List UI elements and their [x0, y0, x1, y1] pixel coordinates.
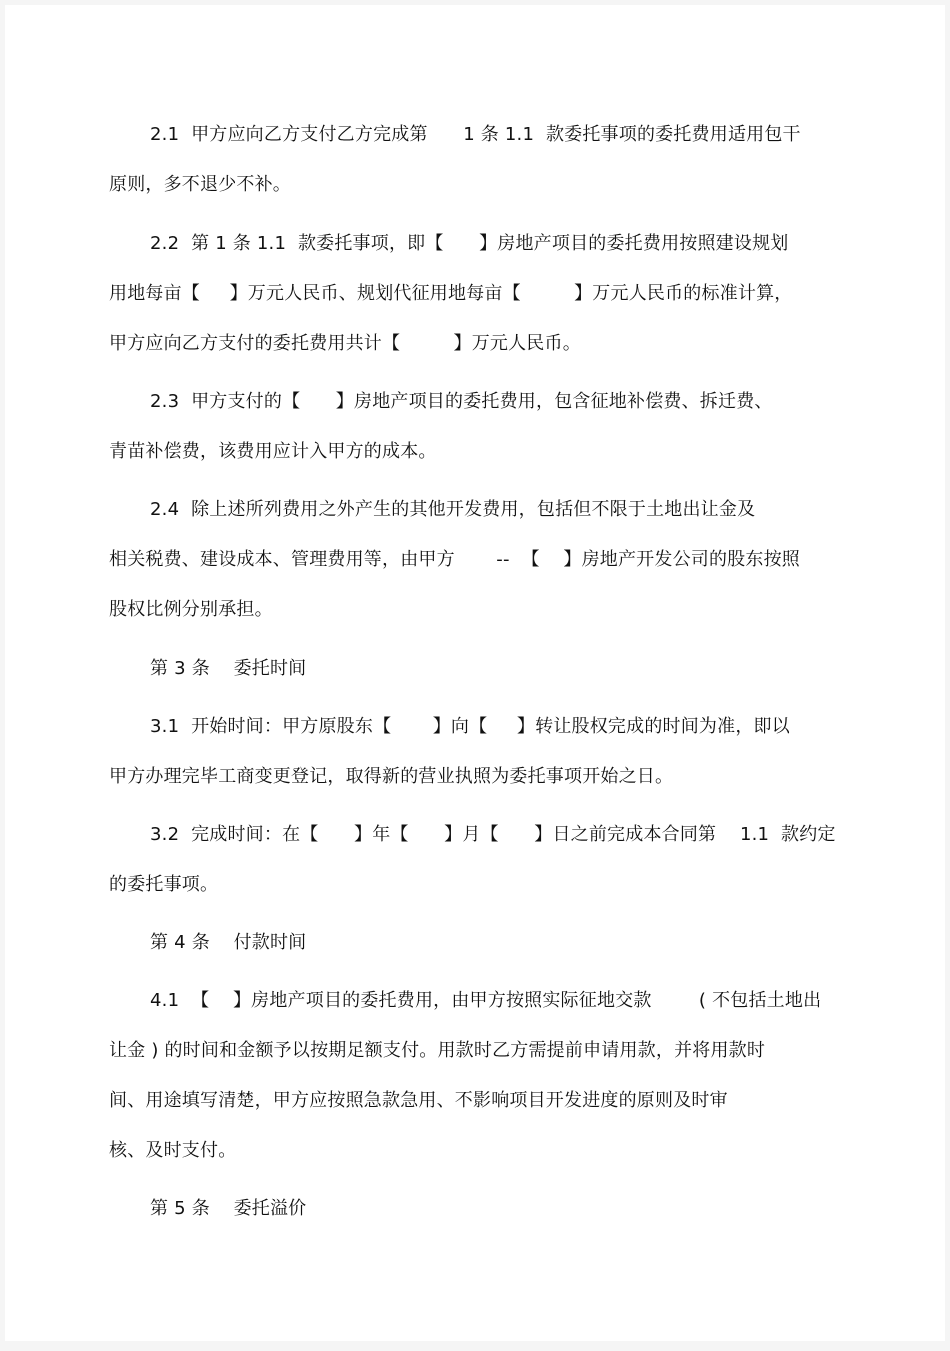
article-3-heading: 第 3 条 委托时间	[150, 658, 307, 679]
clause-4-1-line-1: 4.1 【 】房地产项目的委托费用，由甲方按照实际征地交款 ( 不包括土地出	[150, 990, 822, 1011]
article-4-heading: 第 4 条 付款时间	[150, 932, 307, 953]
clause-2-2-line-3: 甲方应向乙方支付的委托费用共计【 】万元人民币。	[109, 333, 581, 354]
clause-2-3-line-1: 2.3 甲方支付的【 】房地产项目的委托费用，包含征地补偿费、拆迁费、	[150, 391, 773, 412]
clause-4-1-line-2: 让金 ) 的时间和金额予以按期足额支付。用款时乙方需提前申请用款，并将用款时	[109, 1040, 766, 1061]
document-page	[5, 5, 945, 1341]
clause-3-2-line-1: 3.2 完成时间：在【 】年【 】月【 】日之前完成本合同第 1.1 款约定	[150, 824, 836, 845]
clause-2-3-line-2: 青苗补偿费，该费用应计入甲方的成本。	[109, 441, 437, 462]
clause-2-2-line-1: 2.2 第 1 条 1.1 款委托事项，即【 】房地产项目的委托费用按照建设规划	[150, 233, 789, 254]
clause-2-4-line-1: 2.4 除上述所列费用之外产生的其他开发费用，包括但不限于土地出让金及	[150, 499, 756, 520]
clause-4-1-line-4: 核、及时支付。	[109, 1140, 237, 1161]
clause-3-2-line-2: 的委托事项。	[109, 874, 219, 895]
clause-2-2-line-2: 用地每亩【 】万元人民币、规划代征用地每亩【 】万元人民币的标准计算，	[109, 283, 793, 304]
article-5-heading: 第 5 条 委托溢价	[150, 1198, 307, 1219]
clause-2-4-line-2: 相关税费、建设成本、管理费用等，由甲方 -- 【 】房地产开发公司的股东按照	[109, 549, 800, 570]
clause-2-4-line-3: 股权比例分别承担。	[109, 599, 273, 620]
clause-3-1-line-2: 甲方办理完毕工商变更登记，取得新的营业执照为委托事项开始之日。	[109, 766, 674, 787]
clause-2-1-line-1: 2.1 甲方应向乙方支付乙方完成第 1 条 1.1 款委托事项的委托费用适用包干	[150, 124, 801, 145]
clause-4-1-line-3: 间、用途填写清楚，甲方应按照急款急用、不影响项目开发进度的原则及时审	[109, 1090, 728, 1111]
clause-3-1-line-1: 3.1 开始时间：甲方原股东【 】向【 】转让股权完成的时间为准，即以	[150, 716, 790, 737]
clause-2-1-line-2: 原则，多不退少不补。	[109, 174, 291, 195]
